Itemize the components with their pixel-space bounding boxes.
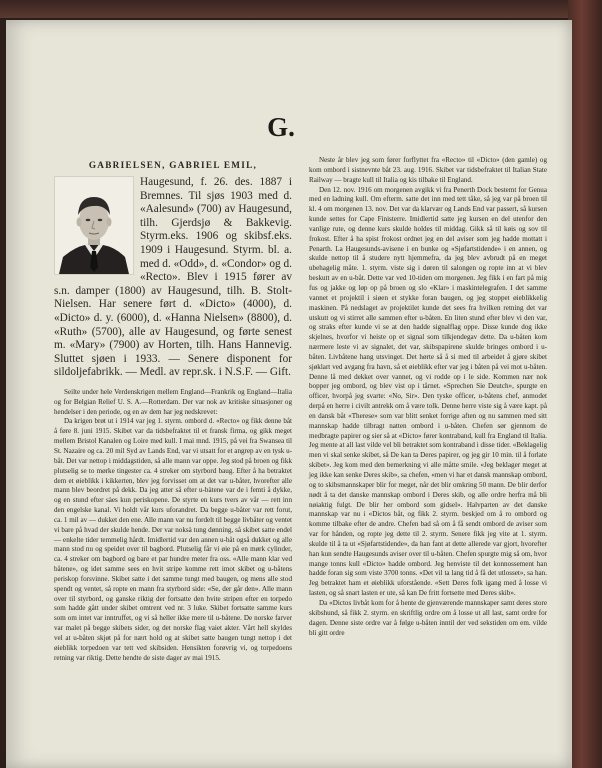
right-paragraph: Da «Dictos livbåt kom for å hente de gjenværende mannskaper samt deres store skibshund, så fikk 2. styrm. en skriftlig ordre om å losse ut all last, samt ordre for dagen. Denne siste ordre var å følge u-båten inntil der ved sekstiden om em. vilde bli gitt ordre bbox=[309, 598, 547, 637]
portrait-photo bbox=[54, 176, 134, 275]
left-paragraph: Da krigen brøt ut i 1914 var jeg 1. styrm. ombord d. «Recto» og fikk denne båt å føre 8. juni 1915. Skibet var da tidsbefraktet til et fransk firma, og gikk meget mellem Bristol Kanalen og Loire med kull. I mai mnd. 1915, på vei fra Swansea til St. Nazaire og ca. 20 mil Syd av Lands End, var vi utsatt for et angrep av en tysk u-båt. Det var nettop i middagstiden, så alle mann var oppe. Jeg stod på broen og fikk plutselig se to mørke tingester ca. 4 streker om styrbord baug. Efter å ha betraktet dem et øieblikk i kikkerten, blev jeg forvisset om at det var u-båter, hvorefter alle mann blev beordret på dekk. Da jeg atter så efter u-bàtene var de i femti å dykke, og en stund efter sàes kun periskopene. De styrte en kurs tvers av vår — rett inn den engelske kanal. Vi holdt vår kurs uforandret. Da begge u-båter var rett forut, ca. 1 mil av — dukket den ene. Alle mann var nu fordelt til begge livbåter og ventet vi bare på hvad der skulde hende. Der var noksà tung dønning, så skibet satte endel — enkelte tider temmelig hårdt. Imidlertid var den annen u-båt også dukket og alle mann stod nu og speidet over til bagbord. Plutselig får vi øie på en mørk cylinder, ca. 4 streker om bagbord og bare et par hundre meter fra oss. «Alle mann klar ved båtene», og idet samme sees en hvit stripe komme rett imot skibet og u-båtens periskop forsvinne. Skibet satte i det samme tungt med baugen, og mens alle stod spendt og ventet, så ropte en mann fra styrbord side: «Se, der går den». Alle mann over til styrbord, og ganske riktig der fortsatte den hvite stripen efter en torpedo som hadde gått under skibet omtrent ved nr. 3 luke. Skibet fortsatte samme kurs som om intet var inntruffet, og vi så heller ikke mere til u-båtene. De norske farver var malet på begge skibets sider, og det norske flag vaiet akter. Vårt hell skyldes vel at u-båten skjøt på for nært hold og at skibet satte baugen tungt nettop i det øieblikk torpedoen var tett ved skibsiden. Hensikten forøvrig vi, og torpedoens retning var riktig. Dette hendte de siste dager av mai 1915. bbox=[54, 417, 292, 662]
left-body-text bbox=[54, 388, 292, 664]
entry-biography: Haugesund, f. 26. des. 1887 i Bremnes. Til sjøs 1903 med d. «Aalesund» (700) av Haugesund, tilh. Gjerdsjø & Bakkevig. Styrm.eks. 1906 og skibsf.eks. 1909 i Haugesund. Styrm. bl. a. med d. «Odd», d. «Condor» og d. «Recto». Blev i 1915 fører av s.n. damper (1800) av Haugesund, tilh. B. Stolt-Nielsen. Har senere ført d. «Dicto» (4000), d. «Dicto» d. y. (6000), d. «Hanna Nielsen» (8800), d. «Ruth» (5700), alle av Haugesund, og førte senest m. «Mary» (7900) av Horten, tilh. Hans Hannevig. Sluttet sjøen i 1933. — Senere disponent for sildoljefabrikk. — Medl. av repr.sk. i N.S.F. — Gift. bbox=[54, 176, 292, 379]
right-paragraph: Den 12. nov. 1916 om morgenen avgikk vi fra Penerth Dock bestemt for Genua med en ladning kull. Om efterm. satte det inn med tett tåke, så jeg var på broen til kl. 4 om morgenen 13. nov. Det var da klarvær og Lands End var passert, så kursen kunde settes for Cape Finisterre. Imidlertid satte jeg kursen en del utenfor den vanlige rute, og denne kurs skulde holdes til middag. Gikk så til køis og sov til frokost. Efter å ha spist frokost ordnet jeg en del aviser som jeg hadde mottatt i Penarth. La Haugesunds-avisene i en bunke og «Sjøfartstidende» i en annen, og skulde nettop til å studere nytt hjemmefra, da jeg blev avbrudt på en meget ubehagelig måte. 1. styrm. viste sig i døren til salongen og ropte inn at vi blev beskutt av en u-båt. Dette var ved 10-tiden om morgenen. Jeg fikk i en fart på mig fus og jakke og løp op på broen og slo «Klar» i maskintelegrafen. I det samme vannet et projektil i siøen et stykke foran baugen, og jeg stoppet øieblikkelig maskinen. På nedslaget av projektilet kunde det sees fra hvilken retning det var utskutt og vi stirret alle sammen efter u-båten. En liten stund efter blev vi den var, og straks efter kunde vi se at den hadde signalflag oppe. Disse kunde dog ikke skjelnes, hvorfor vi heiste op et signal som tilkjendegav dette. Da u-båten kom nærmere leste vi av signalet, det var, skibspapirene skulde bringes ombord i u-båten. Livbåtene hang utsvinget. Det hørte så å si med til arbeidet å gjøre skibet sjøklart ved avgang fra havn, så et øieblikk efter var jeg i båten på vei mot u-båten. Denne lå med dekket over vannet, og vi rodde op i le side. Kommen nær nok bopper jeg ombord, og blev vist op i tårnet. «Sprechen Sie Deutch», spurgte en officer, hvorpå jeg svarte: «No, Sir». Den tyske officer, u-båtens chef, anmodet derpå en herre i civilt antrekk om å være tolk. Denne herre viste sig å være kapt. på en dansk båt «Therese» som var blitt senket forrige aften og nu sammen med sitt mannskap hadde tilbragt natten ombord i u-båten. Chefen sør gjennom de medbragte papirer og sier så at «Dicto» fører kontraband, kull fra England til Italia. Jeg mente at all last vilde vel bli betraktet som kontraband i disse tider. «Beklagelig men vi skal senke skibet, så De kan ta Deres papirer, og jeg gir 10 min. til å forlate skibet». Jeg kom med den bemerkning vi alle måtte smile. «Jeg beklager meget at jeg ikke kan senke Deres skib», sa chefen, «men vi har et dansk mannskap ombord, og to skibsmannskaper blir for meget, når det blir omkring 50 mann. De blir derfor nødt å ta det danske mannskap ombord i Deres skib, og alle ordre herfra må bli nøiaktig fulgt. De blir her ombord som gidsel». Halvparten av det danske mannskap var nu i «Dictos båt, og fikk 2. styrm. beskjed om å ro ombord og komme tilbake efter de andre. Chefen bad så om å få sendt ombord de aviser som var for hånden, og ropte jeg dette til 2. styrm. Senere fikk jeg vite at 1. styrm. skulde til å ta ut «Sjøfartstidende», da han fant at dette allerede var gjort, hvorefter han kun sendte Haugesunds aviser over til u-båten. Chefen spurgte mig så om, hvor mange tonns kull «Dicto» hadde ombord. Jeg henviste til det konnossement han hadde foran sig som viste 3700 tonns. «Det vil ta lang tid å få det utlosset», sa han. Jeg betraktet ham et øieblikk uforstående. «Sett Deres folk igang med å losse vi lasten, og så snart lasten er ute, så kan De fritt fortsette med Deres skib». bbox=[309, 185, 547, 598]
right-body-text bbox=[309, 156, 547, 638]
book-page bbox=[6, 20, 572, 768]
section-letter-heading: G. bbox=[267, 112, 295, 142]
left-column bbox=[54, 160, 292, 664]
book-binding-top bbox=[0, 0, 602, 18]
book-spine bbox=[568, 0, 602, 768]
entry-name: GABRIELSEN, GABRIEL EMIL, bbox=[88, 160, 258, 170]
portrait-image bbox=[55, 177, 133, 274]
right-paragraph: Neste år blev jeg som fører forflyttet fra «Recto» til «Dicto» (den gamle) og kom ombord i sistnevnte båt 23. aug. 1916. Skibet var tidsbefraktet til Italian State Railway — bragte kull til Italia og kis tilbake til England. bbox=[309, 156, 547, 184]
left-paragraph: Seilte under hele Verdenskrigen mellem England—Frankrik og England—Italia og for Belgian Relief U. S. A.—Rotterdam. Der var nok av kritiske situasjoner og hendelser i den periode, og en av dem har jeg nedskrevet: bbox=[54, 387, 292, 416]
right-column bbox=[309, 156, 547, 638]
